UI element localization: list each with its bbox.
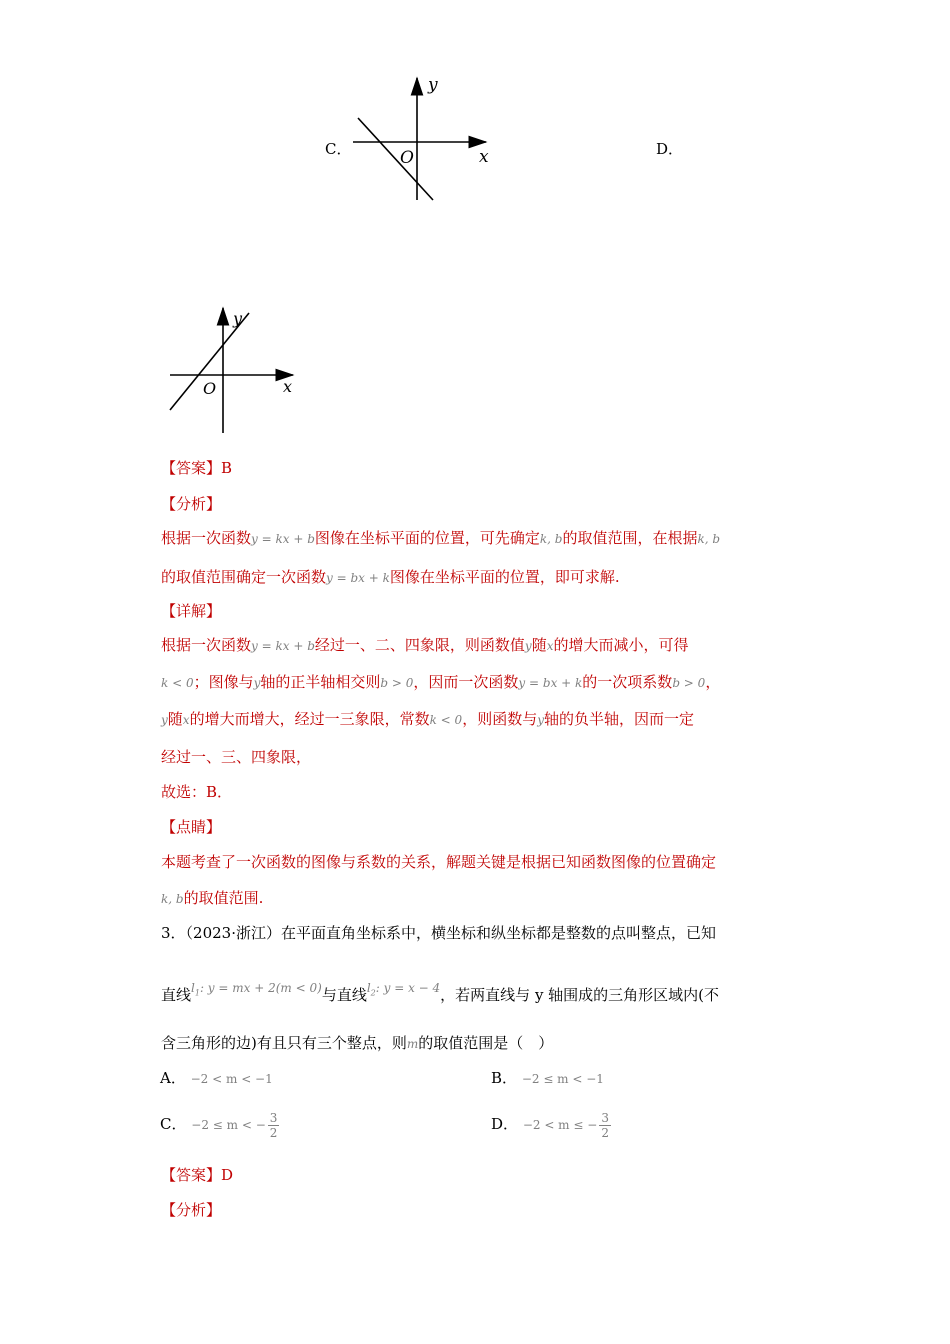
q2-analysis-line-2: 的取值范围确定一次函数y = bx + k图像在坐标平面的位置，即可求解. <box>161 568 620 586</box>
graph-d <box>165 305 300 437</box>
q2-detail-line-4: 经过一、三、四象限， <box>161 748 312 766</box>
fraction: $\frac{3}{2}$ <box>269 1110 278 1140</box>
q3-stem-line-2: 直线$^{l_1: y = mx + 2(m < 0)}$与直线$^{l_2: y = x - 4}$，若两直线与 y 轴围成的三角形区域内(不 <box>161 981 720 1004</box>
formula: −2 ≤ m < − <box>191 1118 266 1132</box>
formula: y <box>253 676 261 690</box>
formula-l1: l1: y = mx + 2(m < 0) <box>191 981 322 998</box>
q2-choose: 故选：B． <box>161 783 233 801</box>
answer-value: D <box>221 1166 234 1184</box>
q3-answer <box>161 1163 233 1187</box>
y-axis-label: y <box>233 309 243 328</box>
formula: k < 0 <box>429 713 463 727</box>
formula: y = bx + k <box>326 571 390 585</box>
q2-detail-line-1: 根据一次函数y = kx + b经过一、二、四象限，则函数值y随x的增大而减小，可得 <box>161 636 689 654</box>
formula-l2: l2: y = x − 4 <box>366 981 441 998</box>
y-axis-label: y <box>428 75 438 95</box>
formula: −2 ≤ m < −1 <box>521 1072 604 1086</box>
formula: k, b <box>539 532 563 546</box>
formula: −2 < m ≤ − <box>522 1118 598 1132</box>
formula: k, b <box>697 532 721 546</box>
answer-value: B <box>221 459 233 477</box>
origin-label: O <box>400 148 414 168</box>
q3-option-b: B． −2 ≤ m < −1 <box>491 1069 604 1087</box>
q2-comment-line-2: k, b的取值范围. <box>161 889 264 907</box>
x-axis-label: x <box>479 147 489 167</box>
formula: −2 < m < −1 <box>190 1072 273 1086</box>
formula: y <box>537 713 544 727</box>
formula: y <box>524 639 532 653</box>
formula: b > 0 <box>380 676 414 690</box>
answer-label: 【答案】 <box>161 1166 222 1184</box>
graph-line <box>358 118 433 200</box>
x-axis-label: x <box>283 377 293 396</box>
answer-label: 【答案】 <box>161 459 222 477</box>
q2-detail-line-2: k < 0；图像与y轴的正半轴相交则b > 0，因而一次函数y = bx + k的一次项系数b > 0， <box>161 673 721 691</box>
q2-answer <box>161 456 232 480</box>
formula: x <box>546 639 554 653</box>
q3-analysis-label: 【分析】 <box>161 1201 222 1219</box>
formula: m <box>406 1037 419 1051</box>
formula: y <box>161 713 168 727</box>
q3-stem-line-3: 含三角形的边)有且只有三个整点，则m的取值范围是（ ） <box>161 1034 554 1052</box>
option-d-label: D． <box>656 140 684 158</box>
q2-comment-label: 【点睛】 <box>161 818 222 836</box>
formula: y = kx + b <box>251 532 315 546</box>
graph-c <box>350 72 500 207</box>
q2-detail-label: 【详解】 <box>161 602 222 620</box>
option-c-label: C． <box>325 140 352 158</box>
formula: k, b <box>161 892 184 906</box>
q3-option-c: C． −2 ≤ m < − $\frac{3}{2}$ <box>160 1110 278 1140</box>
formula: y = bx + k <box>518 676 583 690</box>
q3-option-d: D． −2 < m ≤ − $\frac{3}{2}$ <box>491 1110 609 1140</box>
q2-comment-line-1: 本题考查了一次函数的图像与系数的关系，解题关键是根据已知函数图像的位置确定 <box>161 853 717 871</box>
q2-analysis-label: 【分析】 <box>161 495 222 513</box>
q2-analysis-line-1: 根据一次函数y = kx + b图像在坐标平面的位置，可先确定k, b的取值范围，在根据k, b <box>161 529 721 547</box>
fraction: $\frac{3}{2}$ <box>601 1110 609 1140</box>
formula: k < 0 <box>161 676 194 690</box>
q3-stem-line-1: 3．（2023·浙江）在平面直角坐标系中，横坐标和纵坐标都是整数的点叫整点，已知 <box>161 924 716 942</box>
q3-option-a: A． −2 < m < −1 <box>160 1069 273 1087</box>
formula: x <box>182 713 190 727</box>
q2-detail-line-3: y随x的增大而增大，经过一三象限，常数k < 0，则函数与y轴的负半轴，因而一定 <box>161 710 694 728</box>
formula: y = kx + b <box>251 639 315 653</box>
formula: b > 0 <box>672 676 706 690</box>
origin-label: O <box>203 379 217 398</box>
